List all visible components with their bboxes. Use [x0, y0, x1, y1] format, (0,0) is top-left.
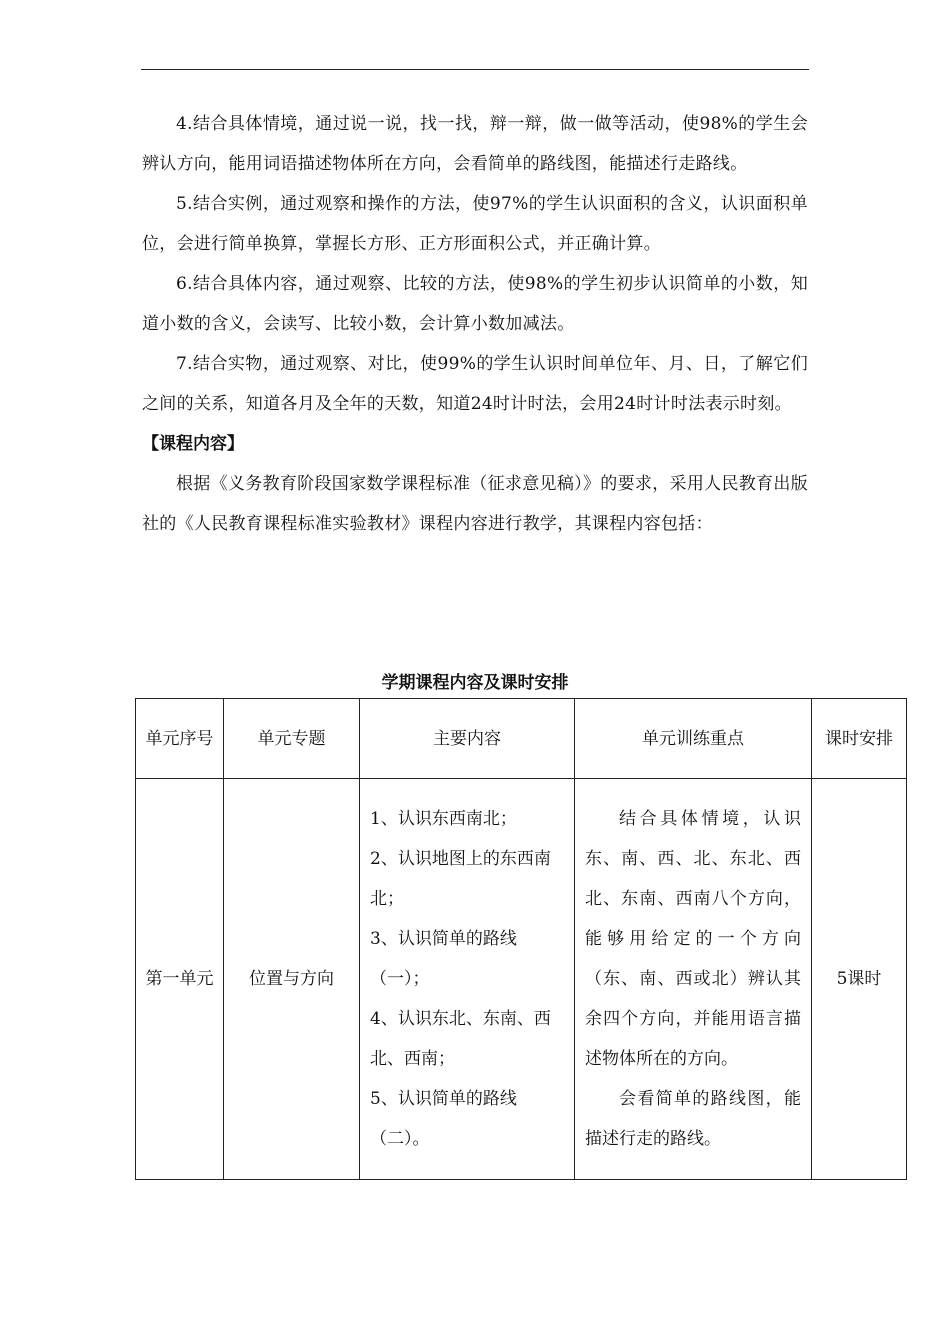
focus-paragraph: 会看简单的路线图，能描述行走的路线。 [585, 1089, 801, 1149]
hours-cell: 5课时 [812, 779, 907, 1180]
header-rule [141, 69, 809, 70]
header-unit-number: 单元序号 [136, 699, 224, 779]
objective-6-paragraph: 6.结合具体内容，通过观察、比较的方法，使98%的学生初步认识简单的小数，知道小数的含义，会读写、比较小数，会计算小数加减法。 [142, 274, 808, 334]
topic-cell: 位置与方向 [224, 779, 360, 1180]
section-heading-course-content: 【课程内容】 [142, 434, 244, 454]
header-hours: 课时安排 [812, 699, 907, 779]
content-item: 3、认识简单的路线（一）； [370, 929, 517, 989]
table-title: 学期课程内容及课时安排 [381, 673, 569, 693]
header-main-content: 主要内容 [360, 699, 575, 779]
contents-cell [360, 779, 575, 1180]
course-schedule-table [135, 698, 907, 1180]
objective-7-paragraph: 7.结合实物，通过观察、对比，使99%的学生认识时间单位年、月、日，了解它们之间的关系，知道各月及全年的天数，知道24时计时法，会用24时计时法表示时刻。 [142, 354, 808, 414]
content-item: 1、认识东西南北； [370, 809, 517, 829]
table-row [136, 779, 907, 1180]
header-unit-topic: 单元专题 [224, 699, 360, 779]
document-body [142, 104, 808, 544]
header-training-focus: 单元训练重点 [575, 699, 812, 779]
focus-cell [575, 779, 812, 1180]
unit-cell: 第一单元 [136, 779, 224, 1180]
table-header-row [136, 699, 907, 779]
intro-paragraph: 根据《义务教育阶段国家数学课程标准（征求意见稿）》的要求，采用人民教育出版社的《人民教育课程标准实验教材》课程内容进行教学，其课程内容包括： [142, 474, 808, 534]
content-item: 2、认识地图上的东西南北； [370, 849, 551, 909]
focus-paragraph: 结合具体情境，认识东、南、西、北、东北、西北、东南、西南八个方向，能够用给定的一个方向（东、南、西或北）辨认其余四个方向，并能用语言描述物体所在的方向。 [585, 809, 801, 1069]
objective-4-paragraph: 4.结合具体情境，通过说一说，找一找，辩一辩，做一做等活动，使98%的学生会辨认方向，能用词语描述物体所在方向，会看简单的路线图，能描述行走路线。 [142, 114, 808, 174]
content-item: 5、认识简单的路线（二）。 [370, 1089, 517, 1149]
objective-5-paragraph: 5.结合实例，通过观察和操作的方法，使97%的学生认识面积的含义，认识面积单位，会进行简单换算，掌握长方形、正方形面积公式，并正确计算。 [142, 194, 808, 254]
content-item: 4、认识东北、东南、西北、西南； [370, 1009, 551, 1069]
